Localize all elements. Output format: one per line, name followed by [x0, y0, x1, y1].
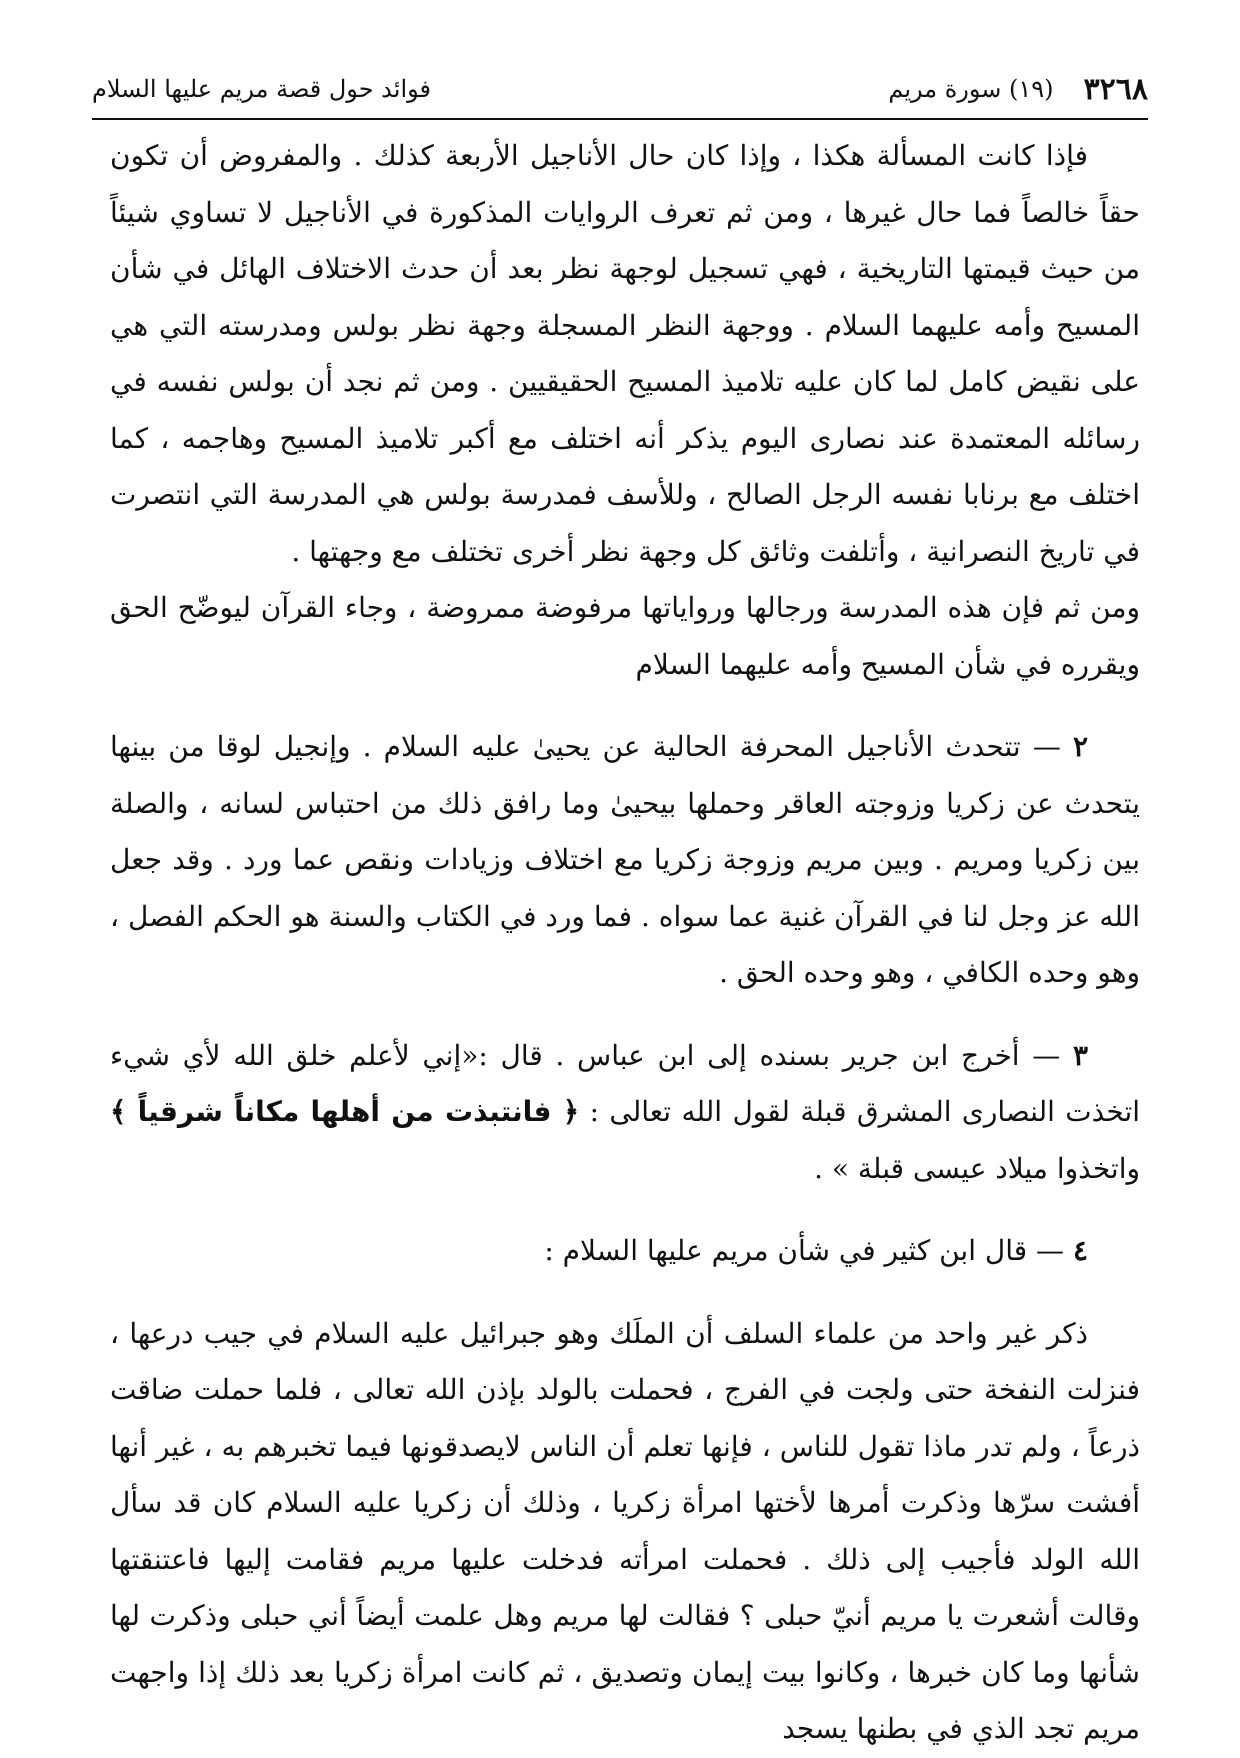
paragraph-3 — [110, 1028, 1140, 1198]
spacer — [110, 1197, 1140, 1223]
paragraph-3-tail: واتخذوا ميلاد عيسى قبلة » . — [814, 1151, 1140, 1185]
paragraph-4 — [110, 1223, 1140, 1280]
spacer — [110, 1002, 1140, 1028]
section-title: فوائد حول قصة مريم عليها السلام — [92, 75, 431, 103]
paragraph-1b: ومن ثم فإن هذه المدرسة ورجالها ورواياتها مرفوضة ممروضة ، وجاء القرآن ليوضّح الحق ويقرره في شأن المسيح وأمه عليهما السلام — [110, 591, 1140, 681]
quran-verse: ﴿ فانتبذت من أهلها مكاناً شرقياً ﴾ — [110, 1095, 580, 1128]
header-right — [888, 72, 1148, 107]
page-number: ٣٢٦٨ — [1083, 71, 1148, 107]
page-body — [110, 128, 1140, 1758]
paragraph-5: ذكر غير واحد من علماء السلف أن الملَك وهو جبرائيل عليه السلام في جيب درعها ، فنزلت النفخة حتى ولجت في الفرج ، فحملت بالولد بإذن الله تعالى ، فلما حملت ضاقت ذرعاً ، ولم تدر ماذا تقول للناس ، فإنها تعلم أن الناس لايصدقونها فيما تخبرهم به ، غير أنها أفشت سرّها وذكرت أمرها لأختها امرأة زكريا ، وذلك أن زكريا عليه السلام كان قد سأل الله الولد فأجيب إلى ذلك . فحملت امرأته فدخلت عليها مريم فقامت إليها فاعتنقتها وقالت أشعرت يا مريم أنيّ حبلى ؟ فقالت لها مريم وهل علمت أيضاً أني حبلى وذكرت لها شأنها وما كان خبرها ، وكانوا بيت إيمان وتصديق ، ثم كانت امرأة زكريا بعد ذلك إذا واجهت مريم تجد الذي في بطنها يسجد — [110, 1316, 1140, 1745]
spacer — [110, 693, 1140, 719]
paragraph-2-text: — تتحدث الأناجيل المحرفة الحالية عن يحيىٰ عليه السلام . وإنجيل لوقا من بينها يتحدث عن زكريا وزوجته العاقر وحملها بيحيىٰ وما رافق ذلك من احتباس لسانه ، والصلة بين زكريا ومريم . وبين مريم وزوجة زكريا مع اختلاف وزيادات ونقص عما ورد . وقد جعل الله عز وجل لنا في القرآن غنية عما سواه . فما ورد في الكتاب والسنة هو الحكم الفصل ، وهو وحده الكافي ، وهو وحده الحق . — [110, 730, 1140, 989]
surah-label: (١٩) سورة مريم — [888, 75, 1054, 103]
paragraph-4-text: — قال ابن كثير في شأن مريم عليها السلام : — [544, 1234, 1065, 1267]
spacer — [110, 1280, 1140, 1306]
paragraph-2 — [110, 719, 1140, 1002]
item-number-2: ٢ — [1072, 730, 1088, 763]
item-number-3: ٣ — [1072, 1038, 1088, 1072]
header-rule — [92, 118, 1148, 120]
page-header — [92, 62, 1148, 116]
paragraph-3-text: — أخرج ابن جرير بسنده إلى ابن عباس . قال :«إني لأعلم خلق الله لأي شيء اتخذت النصارى المشرق قبلة لقول الله تعالى : — [110, 1038, 1141, 1128]
item-number-4: ٤ — [1072, 1234, 1088, 1267]
paragraph-1: فإذا كانت المسألة هكذا ، وإذا كان حال الأناجيل الأربعة كذلك . والمفروض أن تكون حقاً خالصاً فما حال غيرها ، ومن ثم تعرف الروايات المذكورة في الأناجيل لا تساوي شيئاً من حيث قيمتها التاريخية ، فهي تسجيل لوجهة نظر بعد أن حدث الاختلاف الهائل في شأن المسيح وأمه عليهما السلام . ووجهة النظر المسجلة وجهة نظر بولس ومدرسته التي هي على نقيض كامل لما كان عليه تلاميذ المسيح الحقيقيين . ومن ثم نجد أن بولس نفسه في رسائله المعتمدة عند نصارى اليوم يذكر أنه اختلف مع أكبر تلاميذ المسيح وهاجمه ، كما اختلف مع برنابا نفسه الرجل الصالح ، وللأسف فمدرسة بولس هي المدرسة التي انتصرت في تاريخ النصرانية ، وأتلفت وثائق كل وجهة نظر أخرى تختلف مع وجهتها . — [110, 139, 1140, 568]
